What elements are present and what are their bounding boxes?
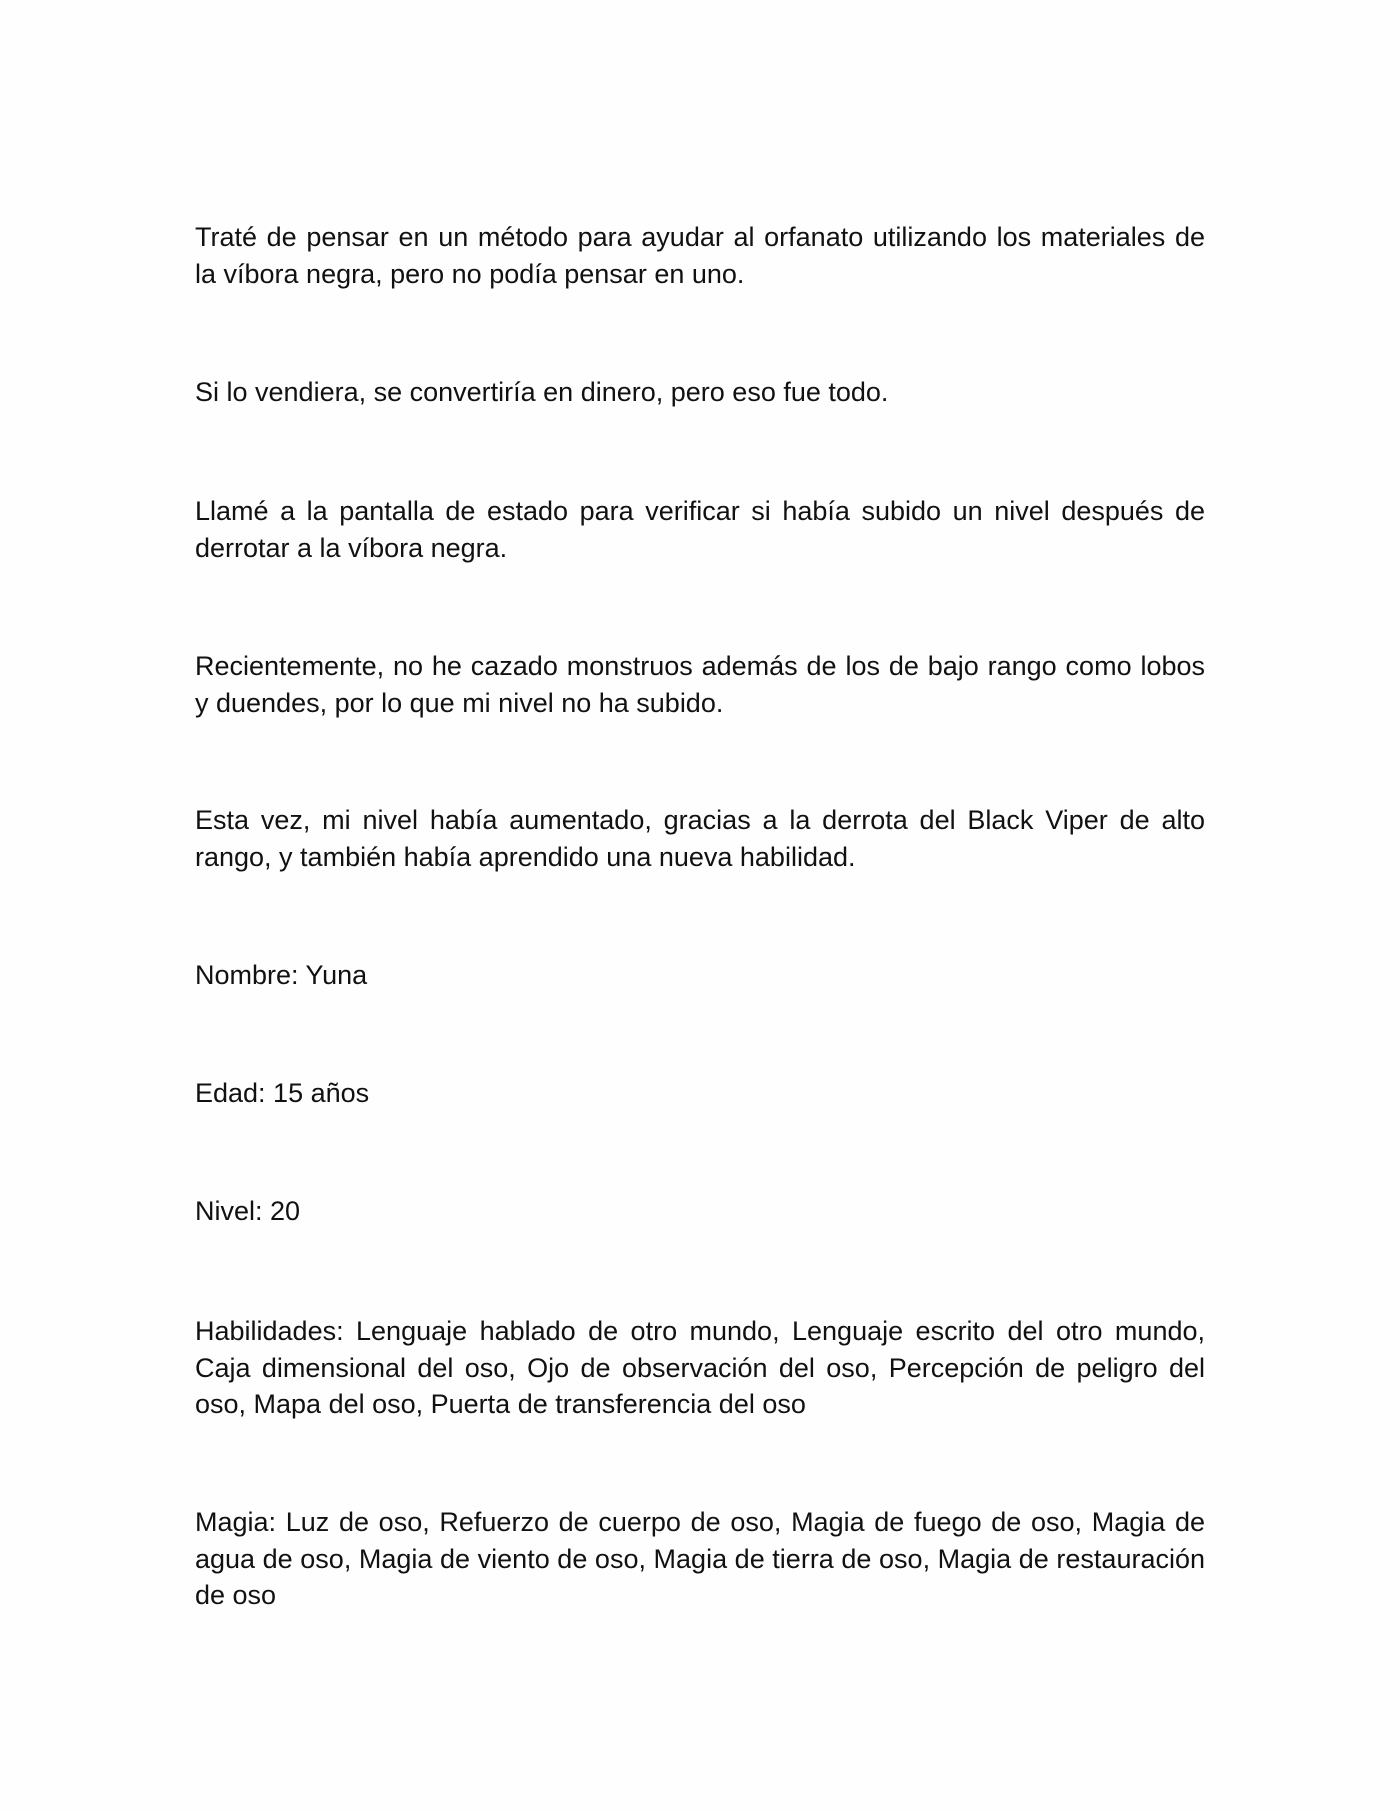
status-name: Nombre: Yuna [195, 960, 368, 990]
paragraph-low-rank-monsters: Recientemente, no he cazado monstruos además de los de bajo rango como lobos y duendes, por lo que mi nivel no ha subido. [195, 651, 1205, 718]
paragraph-sell-money: Si lo vendiera, se convertiría en dinero, pero eso fue todo. [195, 377, 889, 407]
paragraph-status-screen: Llamé a la pantalla de estado para verificar si había subido un nivel después de derrotar a la víbora negra. [195, 496, 1205, 563]
status-level: Nivel: 20 [195, 1196, 301, 1226]
status-skills: Habilidades: Lenguaje hablado de otro mundo, Lenguaje escrito del otro mundo, Caja dimensional del oso, Ojo de observación del oso, Percepción de peligro del oso, Mapa del oso, Puerta de transferencia del oso [195, 1316, 1205, 1419]
status-age: Edad: 15 años [195, 1078, 370, 1108]
status-magic: Magia: Luz de oso, Refuerzo de cuerpo de oso, Magia de fuego de oso, Magia de agua de oso, Magia de viento de oso, Magia de tierra de oso, Magia de restauración de oso [195, 1507, 1205, 1610]
paragraph-method-orphanage: Traté de pensar en un método para ayudar al orfanato utilizando los materiales de la víbora negra, pero no podía pensar en uno. [195, 222, 1205, 289]
paragraph-level-increased: Esta vez, mi nivel había aumentado, gracias a la derrota del Black Viper de alto rango, y también había aprendido una nueva habilidad. [195, 805, 1205, 872]
